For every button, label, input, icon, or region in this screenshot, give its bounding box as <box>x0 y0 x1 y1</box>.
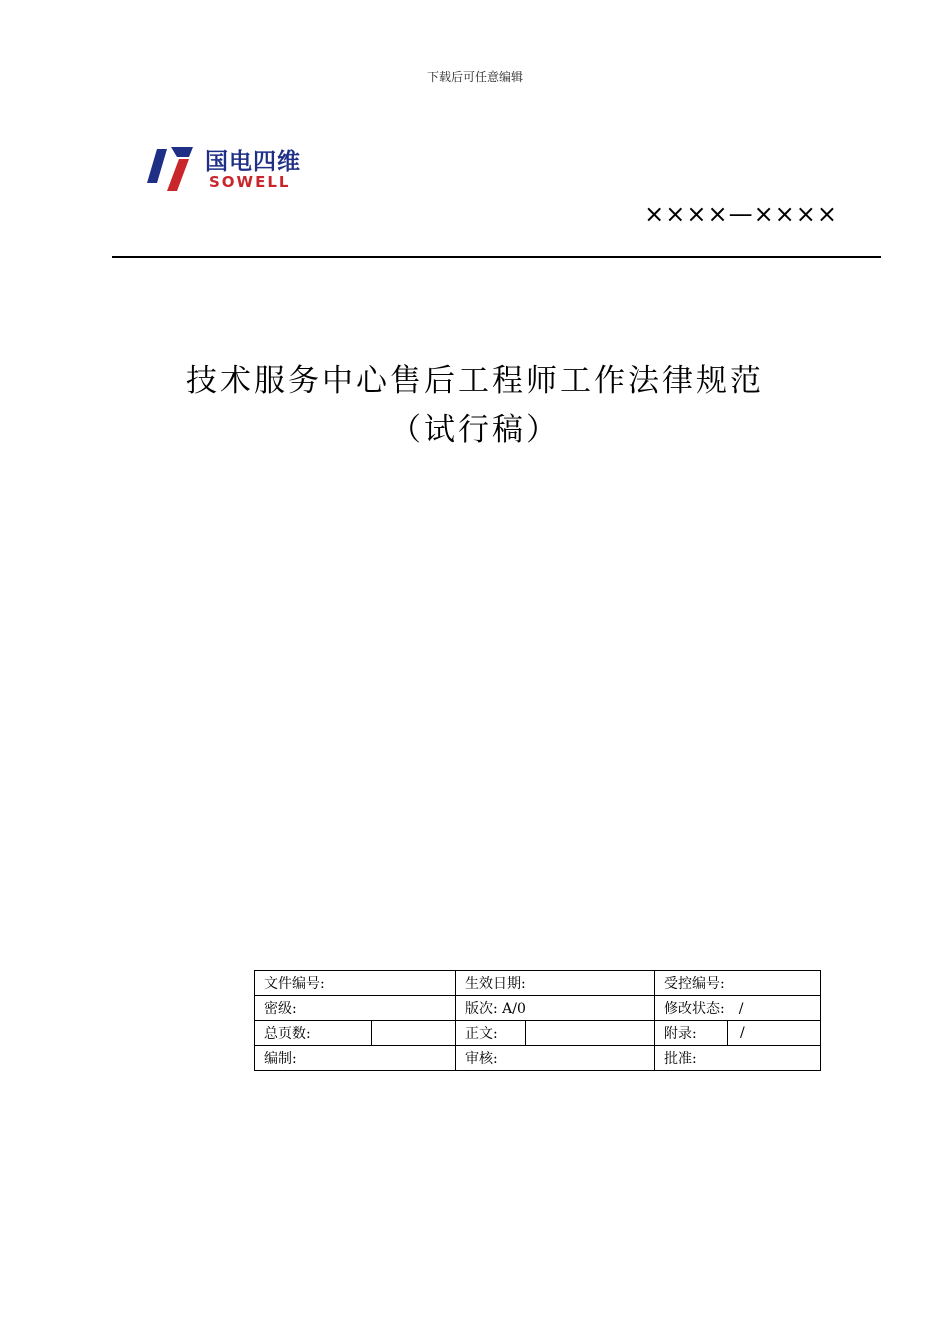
table-row <box>255 996 821 1021</box>
revision-status-value: / <box>738 1001 744 1017</box>
sowell-logo-mark-icon <box>147 143 201 193</box>
document-subtitle: （试行稿） <box>390 412 560 448</box>
logo-cn-text: 国电四维 <box>205 149 301 175</box>
prepared-by-label: 编制: <box>255 1046 456 1071</box>
document-code: ××××—×××× <box>644 200 838 228</box>
total-pages-value <box>372 1021 456 1046</box>
effective-date-label: 生效日期: <box>456 971 655 996</box>
revision-status-label: 修改状态: <box>664 1001 725 1017</box>
version-label: 版次: A/0 <box>456 996 655 1021</box>
company-logo <box>147 143 317 193</box>
document-title: 技术服务中心售后工程师工作法律规范 <box>186 363 764 399</box>
file-number-label: 文件编号: <box>255 971 456 996</box>
reviewed-by-label: 审核: <box>456 1046 655 1071</box>
logo-en-text: SOWELL <box>209 173 291 191</box>
body-label: 正文: <box>456 1021 526 1046</box>
header-divider <box>112 256 881 258</box>
security-level-label: 密级: <box>255 996 456 1021</box>
table-row <box>255 1021 821 1046</box>
appendix-label: 附录: <box>655 1021 728 1046</box>
table-row <box>255 971 821 996</box>
revision-status-cell <box>655 996 821 1021</box>
approved-by-label: 批准: <box>655 1046 821 1071</box>
document-info-table <box>254 970 821 1071</box>
total-pages-label: 总页数: <box>255 1021 372 1046</box>
body-value <box>526 1021 655 1046</box>
table-row <box>255 1046 821 1071</box>
header-note: 下载后可任意编辑 <box>426 70 523 84</box>
appendix-value: / <box>728 1021 821 1046</box>
controlled-number-label: 受控编号: <box>655 971 821 996</box>
